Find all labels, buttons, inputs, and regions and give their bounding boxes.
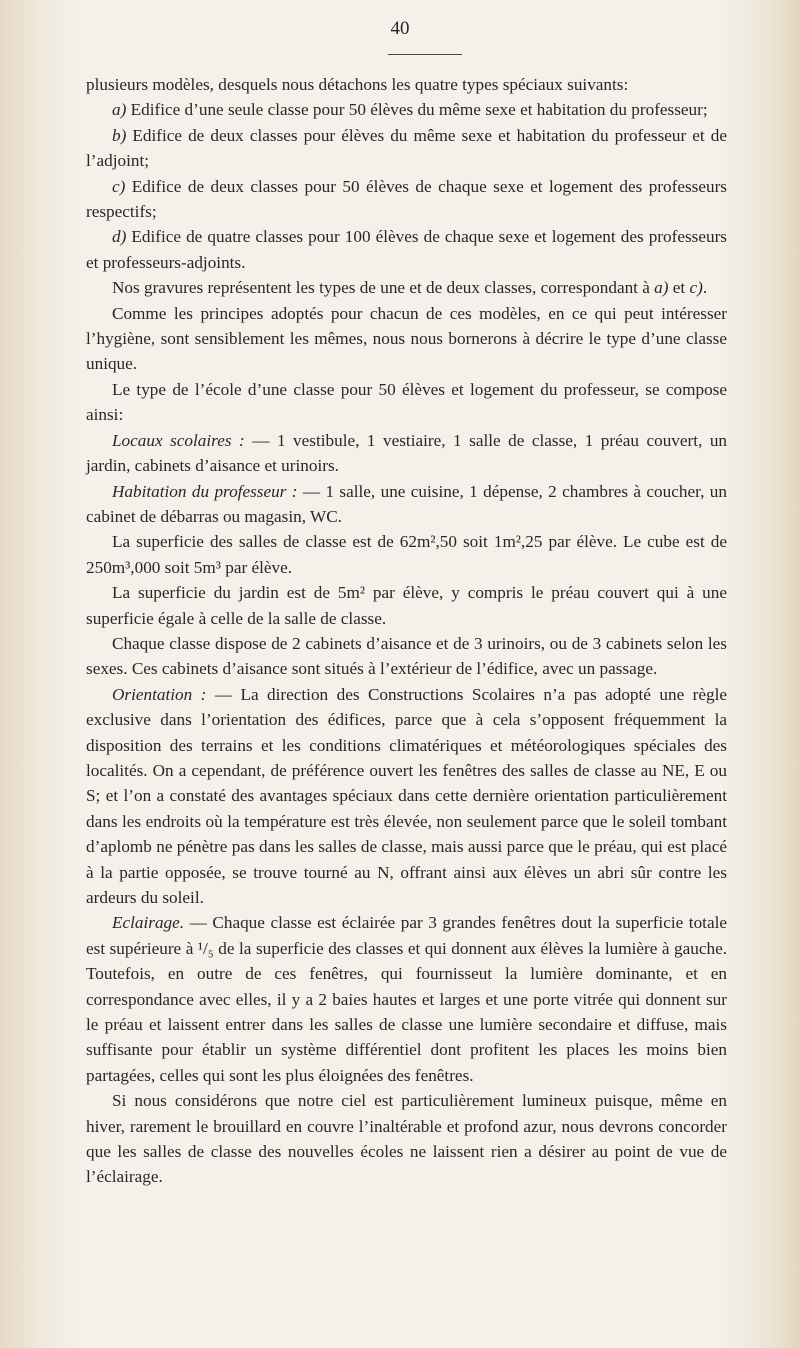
locaux-label: Locaux scolaires : — [112, 430, 245, 450]
text-run: . — [702, 278, 708, 298]
list-item-c — [86, 174, 727, 225]
body-text — [86, 72, 727, 1190]
ref-c: c) — [689, 278, 703, 298]
jardin-paragraph: La superficie du jardin est de 5m² par élève, y compris le préau couvert qui à une superficie égale à celle de la salle de classe. — [86, 583, 727, 628]
ciel-paragraph: Si nous considérons que notre ciel est particulièrement lumineux puisque, même en hiver, rarement le brouillard en couvre l’inaltérable et profond azur, nous devrons concorder que les salles de classe des nouvelles écoles ne laissent rien a désirer au point de vue de l’éclairage. — [86, 1091, 727, 1187]
page-number: 40 — [390, 18, 410, 39]
item-label: c) — [112, 176, 126, 196]
type-paragraph: Le type de l’école d’une classe pour 50 élèves et logement du professeur, se compose ainsi: — [86, 379, 727, 425]
text-run: Nos gravures représentent les types de une et de deux classes, correspondant à — [112, 278, 655, 298]
habitation-label: Habitation du professeur : — [112, 481, 298, 501]
gravures-paragraph — [86, 275, 727, 300]
cabinets-paragraph: Chaque classe dispose de 2 cabinets d’aisance et de 3 urinoirs, ou de 3 cabinets selon les sexes. Ces cabinets d’aisance sont situés à l’extérieur de l’édifice, avec un passage. — [86, 633, 727, 679]
intro-paragraph: plusieurs modèles, desquels nous détachons les quatre types spéciaux suivants: — [86, 75, 629, 94]
item-text: Edifice de quatre classes pour 100 élèves de chaque sexe et logement des professeurs et professeurs-adjoints. — [86, 227, 727, 272]
item-label: d) — [112, 227, 127, 247]
orientation-label: Orientation : — [112, 684, 207, 704]
ref-a: a) — [654, 278, 669, 298]
locaux-text: — 1 vestibule, 1 vestiaire, 1 salle de classe, 1 préau couvert, un jardin, cabinets d’aisance et urinoirs. — [86, 430, 728, 476]
item-text: Edifice d’une seule classe pour 50 élèves du même sexe et habitation du professeur; — [126, 100, 708, 120]
eclairage-text: — Chaque classe est éclairée par 3 grandes fenêtres dout la superficie totale est supérieure à ¹/₅ de la superficie des classes et qui donnent aux élèves la lumière à gauche. Toutefois, en outre de ces fenêtres, qui fournisseut la lumière dominante, et en correspondance avec elles, il y a 2 baies hautes et larges et une porte vitrée qui donnent sur le préau et laissent entrer dans les salles de classe une lumière secondaire et diffuse, mais suffisante pour établir un système différentiel dont profitent les places les moins bien partagées, celles qui sont les plus éloignées des fenêtres. — [86, 913, 727, 1085]
item-label: a) — [112, 100, 127, 120]
orientation-paragraph — [86, 682, 727, 911]
eclairage-paragraph — [86, 910, 727, 1088]
habitation-text: — 1 salle, une cuisine, 1 dépense, 2 chambres à coucher, un cabinet de débarras ou magasin, WC. — [86, 481, 727, 526]
list-item-a — [86, 97, 727, 122]
orientation-text: — La direction des Constructions Scolaires n’a pas adopté une règle exclusive dans l’orientation des édifices, parce que à cela s’opposent fréquemment la disposition des terrains et les conditions climatériques et météorologiques spéciales des localités. On a cependant, de préférence ouvert les fenêtres des salles de classe au NE, E ou S; et l’on a constaté des avantages spéciaux dans cette dernière orientation particulièrement dans les endroits où la température est très élevée, non seulement parce que le soleil tombant d’aplomb ne pénètre pas dans les salles de classe, mais aussi parce que le préau, qui est placé à la partie opposée, se trouve tourné au N, offrant ainsi aux élèves un abri sûr contre les ardeurs du soleil. — [86, 684, 728, 907]
item-text: Edifice de deux classes pour élèves du même sexe et habitation du professeur et de l’adjoint; — [86, 125, 727, 171]
list-item-d — [86, 224, 727, 275]
eclairage-label: Eclairage. — [112, 913, 185, 933]
item-text: Edifice de deux classes pour 50 élèves de chaque sexe et logement des professeurs respectifs; — [86, 176, 727, 222]
locaux-paragraph — [86, 428, 727, 479]
habitation-paragraph — [86, 479, 727, 530]
item-label: b) — [112, 125, 127, 145]
list-item-b — [86, 123, 727, 174]
superficie-paragraph: La superficie des salles de classe est de 62m²,50 soit 1m²,25 par élève. Le cube est de 250m³,000 soit 5m³ par élève. — [86, 532, 727, 577]
header-rule — [388, 54, 462, 55]
text-run: et — [668, 278, 690, 298]
principes-paragraph: Comme les principes adoptés pour chacun de ces modèles, en ce qui peut intéresser l’hygiène, sont sensiblement les mêmes, nous nous bornerons à décrire le type d’une classe unique. — [86, 303, 727, 374]
